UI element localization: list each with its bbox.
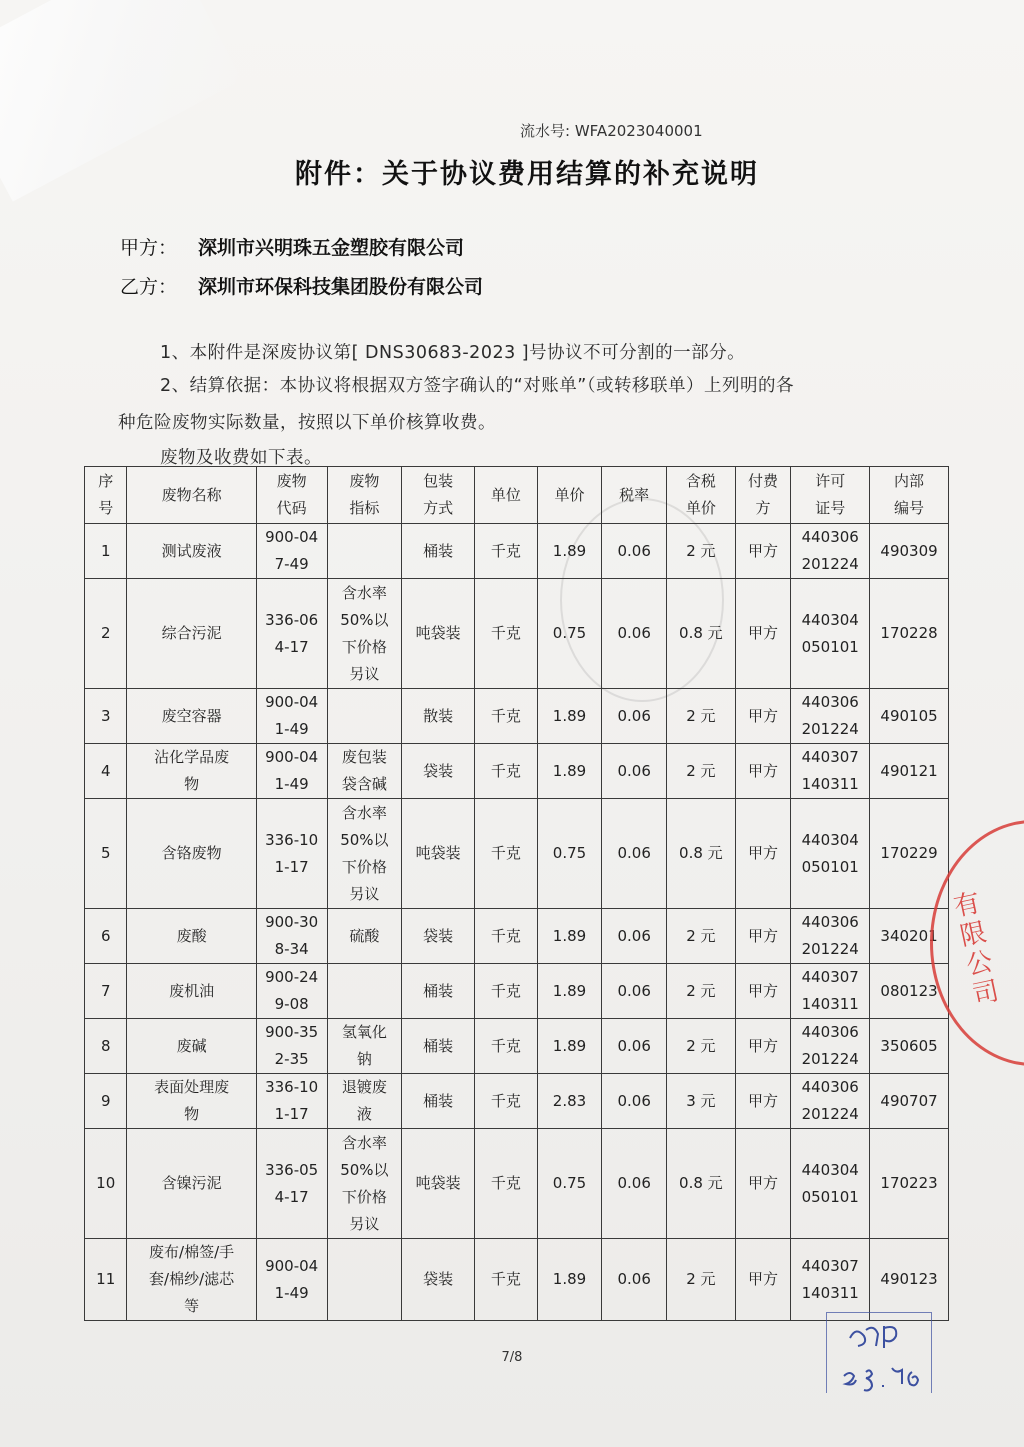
- table-row: [85, 689, 949, 744]
- cell-price-incl-tax: 0.8 元: [667, 1129, 736, 1239]
- cell-tax-rate: 0.06: [602, 579, 667, 689]
- table-row: [85, 1129, 949, 1239]
- paragraph-2-line-2: 种危险废物实际数量，按照以下单价核算收费。: [118, 413, 496, 433]
- cell-index: 8: [85, 1019, 127, 1074]
- cell-unit-price: 1.89: [537, 744, 602, 799]
- table-row: [85, 1239, 949, 1321]
- party-a-label: 甲方：: [120, 237, 178, 259]
- cell-price-incl-tax: 2 元: [667, 1239, 736, 1321]
- cell-waste-name: 含铬废物: [127, 799, 256, 909]
- page-number: 7/8: [501, 1350, 523, 1365]
- cell-payer: 甲方: [735, 524, 791, 579]
- cell-license-no: 440304 050101: [791, 579, 870, 689]
- cell-internal-no: 170228: [870, 579, 949, 689]
- cell-unit: 千克: [475, 1239, 538, 1321]
- cell-waste-name: 沾化学品废 物: [127, 744, 256, 799]
- cell-waste-spec: [327, 1239, 402, 1321]
- cell-tax-rate: 0.06: [602, 524, 667, 579]
- cell-unit: 千克: [475, 964, 538, 1019]
- cell-internal-no: 490707: [870, 1074, 949, 1129]
- cell-waste-code: 900-04 1-49: [256, 744, 327, 799]
- col-header-waste-spec: 废物 指标: [327, 467, 402, 524]
- cell-packaging: 吨袋装: [402, 1129, 475, 1239]
- cell-waste-spec: 硫酸: [327, 909, 402, 964]
- cell-waste-name: 废机油: [127, 964, 256, 1019]
- cell-packaging: 吨袋装: [402, 799, 475, 909]
- cell-price-incl-tax: 2 元: [667, 1019, 736, 1074]
- cell-payer: 甲方: [735, 744, 791, 799]
- cell-unit-price: 1.89: [537, 909, 602, 964]
- cell-index: 10: [85, 1129, 127, 1239]
- cell-unit-price: 0.75: [537, 1129, 602, 1239]
- cell-waste-name: 综合污泥: [127, 579, 256, 689]
- cell-waste-spec: 退镀废 液: [327, 1074, 402, 1129]
- table-row: [85, 909, 949, 964]
- cell-waste-code: 336-06 4-17: [256, 579, 327, 689]
- cell-index: 7: [85, 964, 127, 1019]
- cell-payer: 甲方: [735, 909, 791, 964]
- table-row: [85, 1019, 949, 1074]
- party-b: [120, 272, 483, 299]
- cell-packaging: 袋装: [402, 1239, 475, 1321]
- table-header-row: [85, 467, 949, 524]
- party-a-name: 深圳市兴明珠五金塑胶有限公司: [198, 237, 465, 259]
- serial-label: 流水号:: [520, 122, 571, 140]
- cell-waste-spec: 含水率 50%以 下价格 另议: [327, 1129, 402, 1239]
- col-header-unit: 单位: [475, 467, 538, 524]
- cell-tax-rate: 0.06: [602, 1239, 667, 1321]
- cell-payer: 甲方: [735, 799, 791, 909]
- col-header-waste-name: 废物名称: [127, 467, 256, 524]
- cell-internal-no: 490121: [870, 744, 949, 799]
- cell-license-no: 440306 201224: [791, 689, 870, 744]
- cell-unit: 千克: [475, 744, 538, 799]
- table-row: [85, 524, 949, 579]
- cell-packaging: 桶装: [402, 964, 475, 1019]
- paragraph-3: 废物及收费如下表。: [160, 448, 322, 468]
- cell-waste-name: 测试废液: [127, 524, 256, 579]
- col-header-license-no: 许可 证号: [791, 467, 870, 524]
- col-header-waste-code: 废物 代码: [256, 467, 327, 524]
- party-b-label: 乙方：: [120, 276, 178, 298]
- cell-packaging: 散装: [402, 689, 475, 744]
- cell-index: 5: [85, 799, 127, 909]
- cell-internal-no: 170223: [870, 1129, 949, 1239]
- col-header-payer: 付费 方: [735, 467, 791, 524]
- serial-value: WFA2023040001: [574, 122, 703, 140]
- cell-tax-rate: 0.06: [602, 1019, 667, 1074]
- cell-index: 2: [85, 579, 127, 689]
- table-row: [85, 579, 949, 689]
- cell-index: 11: [85, 1239, 127, 1321]
- cell-unit-price: 2.83: [537, 1074, 602, 1129]
- cell-waste-code: 900-04 1-49: [256, 1239, 327, 1321]
- document-title: 附件：关于协议费用结算的补充说明: [295, 159, 759, 190]
- cell-payer: 甲方: [735, 1074, 791, 1129]
- cell-payer: 甲方: [735, 964, 791, 1019]
- cell-internal-no: 080123: [870, 964, 949, 1019]
- cell-packaging: 桶装: [402, 524, 475, 579]
- handwritten-signature: [836, 1316, 936, 1396]
- cell-index: 4: [85, 744, 127, 799]
- cell-unit-price: 0.75: [537, 579, 602, 689]
- cell-waste-spec: [327, 964, 402, 1019]
- cell-unit: 千克: [475, 689, 538, 744]
- cell-payer: 甲方: [735, 579, 791, 689]
- col-header-index: 序 号: [85, 467, 127, 524]
- cell-unit-price: 1.89: [537, 1239, 602, 1321]
- cell-payer: 甲方: [735, 1239, 791, 1321]
- cell-waste-name: 废空容器: [127, 689, 256, 744]
- cell-price-incl-tax: 2 元: [667, 744, 736, 799]
- cell-index: 1: [85, 524, 127, 579]
- cell-packaging: 袋装: [402, 909, 475, 964]
- cell-internal-no: 490309: [870, 524, 949, 579]
- cell-waste-spec: 含水率 50%以 下价格 另议: [327, 799, 402, 909]
- cell-waste-spec: 废包装 袋含碱: [327, 744, 402, 799]
- cell-waste-code: 900-30 8-34: [256, 909, 327, 964]
- cell-payer: 甲方: [735, 1129, 791, 1239]
- table-row: [85, 744, 949, 799]
- cell-price-incl-tax: 2 元: [667, 909, 736, 964]
- cell-unit: 千克: [475, 1074, 538, 1129]
- cell-waste-code: 336-10 1-17: [256, 799, 327, 909]
- cell-price-incl-tax: 0.8 元: [667, 579, 736, 689]
- cell-unit-price: 1.89: [537, 1019, 602, 1074]
- cell-internal-no: 340201: [870, 909, 949, 964]
- table-row: [85, 1074, 949, 1129]
- company-seal-text: 有限公司: [946, 888, 1002, 1012]
- cell-payer: 甲方: [735, 1019, 791, 1074]
- cell-packaging: 桶装: [402, 1019, 475, 1074]
- fee-table: [84, 466, 949, 1321]
- cell-waste-name: 废碱: [127, 1019, 256, 1074]
- cell-waste-spec: 氢氧化 钠: [327, 1019, 402, 1074]
- col-header-price-incl-tax: 含税 单价: [667, 467, 736, 524]
- cell-internal-no: 350605: [870, 1019, 949, 1074]
- cell-index: 6: [85, 909, 127, 964]
- cell-price-incl-tax: 0.8 元: [667, 799, 736, 909]
- cell-license-no: 440304 050101: [791, 1129, 870, 1239]
- cell-waste-code: 900-04 7-49: [256, 524, 327, 579]
- cell-tax-rate: 0.06: [602, 1074, 667, 1129]
- col-header-tax-rate: 税率: [602, 467, 667, 524]
- cell-tax-rate: 0.06: [602, 909, 667, 964]
- cell-index: 9: [85, 1074, 127, 1129]
- col-header-unit-price: 单价: [537, 467, 602, 524]
- cell-unit-price: 0.75: [537, 799, 602, 909]
- party-b-name: 深圳市环保科技集团股份有限公司: [198, 276, 484, 298]
- cell-unit-price: 1.89: [537, 689, 602, 744]
- cell-license-no: 440304 050101: [791, 799, 870, 909]
- cell-waste-code: 336-10 1-17: [256, 1074, 327, 1129]
- cell-internal-no: 170229: [870, 799, 949, 909]
- cell-tax-rate: 0.06: [602, 964, 667, 1019]
- cell-unit: 千克: [475, 1129, 538, 1239]
- cell-unit: 千克: [475, 909, 538, 964]
- cell-waste-name: 含镍污泥: [127, 1129, 256, 1239]
- cell-price-incl-tax: 2 元: [667, 964, 736, 1019]
- cell-license-no: 440307 140311: [791, 1239, 870, 1321]
- cell-waste-code: 900-04 1-49: [256, 689, 327, 744]
- cell-waste-name: 表面处理废 物: [127, 1074, 256, 1129]
- party-a: [120, 233, 464, 260]
- cell-license-no: 440307 140311: [791, 964, 870, 1019]
- cell-license-no: 440306 201224: [791, 1019, 870, 1074]
- cell-waste-spec: 含水率 50%以 下价格 另议: [327, 579, 402, 689]
- cell-waste-spec: [327, 689, 402, 744]
- cell-unit: 千克: [475, 799, 538, 909]
- cell-payer: 甲方: [735, 689, 791, 744]
- cell-packaging: 袋装: [402, 744, 475, 799]
- cell-waste-code: 900-35 2-35: [256, 1019, 327, 1074]
- cell-waste-code: 336-05 4-17: [256, 1129, 327, 1239]
- cell-tax-rate: 0.06: [602, 744, 667, 799]
- cell-license-no: 440306 201224: [791, 524, 870, 579]
- paragraph-1: 1、本附件是深废协议第[ DNS30683-2023 ]号协议不可分割的一部分。: [160, 343, 746, 363]
- paragraph-2-line-1: 2、结算依据：本协议将根据双方签字确认的“对账单”（或转移联单）上列明的各: [160, 376, 795, 396]
- cell-index: 3: [85, 689, 127, 744]
- table-row: [85, 799, 949, 909]
- cell-waste-name: 废布/棉签/手 套/棉纱/滤芯 等: [127, 1239, 256, 1321]
- cell-waste-spec: [327, 524, 402, 579]
- cell-unit: 千克: [475, 579, 538, 689]
- cell-packaging: 吨袋装: [402, 579, 475, 689]
- cell-packaging: 桶装: [402, 1074, 475, 1129]
- cell-unit-price: 1.89: [537, 524, 602, 579]
- cell-unit: 千克: [475, 524, 538, 579]
- table-row: [85, 964, 949, 1019]
- cell-internal-no: 490105: [870, 689, 949, 744]
- cell-price-incl-tax: 2 元: [667, 524, 736, 579]
- cell-price-incl-tax: 3 元: [667, 1074, 736, 1129]
- serial-number: [520, 120, 703, 141]
- cell-unit: 千克: [475, 1019, 538, 1074]
- cell-license-no: 440306 201224: [791, 1074, 870, 1129]
- cell-waste-code: 900-24 9-08: [256, 964, 327, 1019]
- cell-license-no: 440306 201224: [791, 909, 870, 964]
- cell-license-no: 440307 140311: [791, 744, 870, 799]
- col-header-internal-no: 内部 编号: [870, 467, 949, 524]
- cell-waste-name: 废酸: [127, 909, 256, 964]
- cell-tax-rate: 0.06: [602, 1129, 667, 1239]
- cell-internal-no: 490123: [870, 1239, 949, 1321]
- col-header-packaging: 包装 方式: [402, 467, 475, 524]
- cell-unit-price: 1.89: [537, 964, 602, 1019]
- cell-tax-rate: 0.06: [602, 689, 667, 744]
- cell-price-incl-tax: 2 元: [667, 689, 736, 744]
- cell-tax-rate: 0.06: [602, 799, 667, 909]
